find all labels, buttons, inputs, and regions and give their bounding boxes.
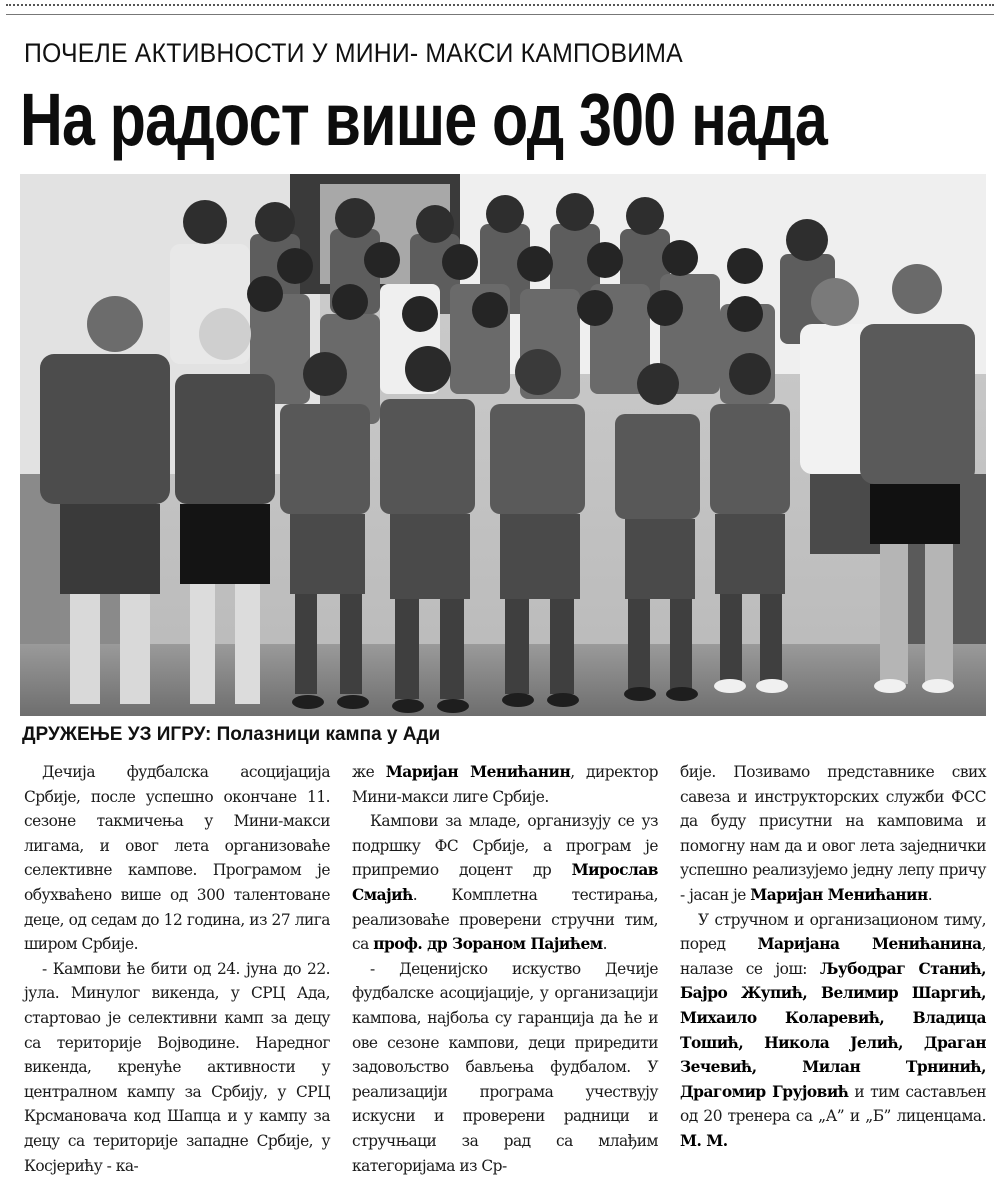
col2-paragraph-1: [352, 760, 658, 809]
text-run: .: [602, 935, 608, 954]
col2-paragraph-2: [352, 809, 658, 957]
person-name: Мирослав Смајић: [352, 861, 658, 904]
text-run: бије. Позивамо представнике свих савеза и инструкторских служби ФСС да буду присутни на камповима и помогну нам да и овог лета заједнички успешно реализујемо једну лепу причу - јасан је: [680, 763, 986, 904]
text-run: и тим састављен од 20 тренера са „А” и „Б” лиценцама.: [680, 1082, 986, 1126]
text-run: , директор Мини-макси лиге Србије.: [352, 763, 658, 806]
text-run: У стручном и организационом тиму, поред: [680, 910, 986, 954]
staff-names: Љубодраг Станић, Бајро Жупић, Велимир Шаргић, Михаило Коларевић, Владица Тошић, Никола Јелић, Драган Зечевић, Милан Трнинић, Драгомир Грујовић: [680, 959, 986, 1101]
team-photo-illustration: [20, 174, 986, 716]
person-name: проф. др Зораном Пајићем: [373, 935, 603, 954]
col1-paragraph-1: Дечија фудбалска асоцијација Србије, после успешно окончане 11. сезоне такмичења у Мини-макси лигама, и овог лета организоваће селективне кампове. Програмом је обухваћено више од 300 талентоване деце, од седам до 12 година, из 27 лига широм Србије.: [24, 763, 330, 954]
kicker: ПОЧЕЛЕ АКТИВНОСТИ У МИНИ- МАКСИ КАМПОВИМА: [24, 38, 683, 68]
article-column-1: [24, 760, 330, 1178]
person-name: Маријана Менићанина: [757, 935, 982, 954]
headline: На радост више од 300 нада: [20, 78, 828, 161]
text-run: Кампови за младе, организују се уз подршку ФС Србије, а програм је припремио доцент др: [352, 812, 658, 880]
col2-paragraph-3: - Деценијско искуство Дечије фудбалске асоцијације, у организацији кампова, најбоља су гаранција да ће и ове сезоне кампови, деци приредити задовољство бављења фудбалом. У реализацији програма учествују искусни и проверени радници и стручњаци за рад са млађим категоријама из Ср-: [352, 959, 658, 1175]
photo-caption: ДРУЖЕЊЕ УЗ ИГРУ: Полазници кампа у Ади: [22, 724, 441, 745]
author-signature: М. М.: [680, 1131, 728, 1150]
article-column-2: [352, 760, 658, 1178]
text-run: , налазе се још:: [680, 935, 986, 978]
text-run: же: [352, 763, 386, 781]
article-column-3: [680, 760, 986, 1154]
team-photo: [20, 174, 986, 716]
person-name: Маријан Менићанин: [750, 885, 928, 904]
col3-paragraph-1: [680, 760, 986, 908]
text-run: .: [927, 885, 933, 904]
col3-paragraph-2: [680, 908, 986, 1154]
col1-paragraph-2: - Кампови ће бити од 24. јуна до 22. јула. Минулог викенда, у СРЦ Ада, стартовао је селективни камп за децу са територије Војводине. Наредног викенда, кренуће активности у централном кампу за Србију, у СРЦ Крсмановача код Шапца и у кампу за децу са територије западне Србије, у Косјерићу - ка-: [24, 959, 330, 1175]
person-name: Маријан Менићанин: [385, 763, 571, 781]
text-run: . Комплетна тестирања, реализоваће проверени стручни тим, са: [352, 885, 658, 954]
top-rule: [6, 4, 994, 15]
